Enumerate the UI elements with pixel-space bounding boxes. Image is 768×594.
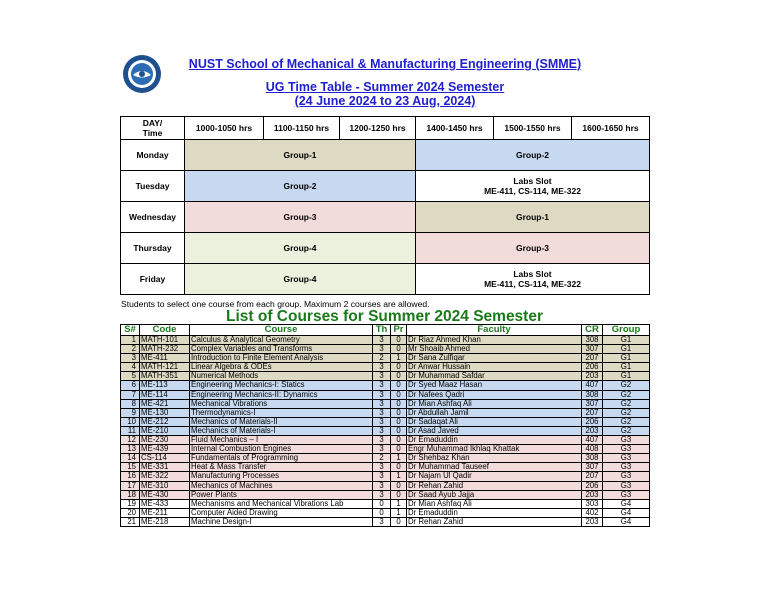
course-row: [121, 517, 650, 526]
course-cell: Fundamentals of Programming: [190, 454, 373, 463]
course-cell: 3: [373, 390, 391, 399]
course-cell: G2: [603, 408, 650, 417]
course-cell: MATH-101: [140, 336, 190, 345]
course-cell: 0: [391, 490, 407, 499]
course-cell: G2: [603, 381, 650, 390]
course-cell: Engineering Mechanics-I: Statics: [190, 381, 373, 390]
course-cell: G3: [603, 490, 650, 499]
column-header: S#: [121, 325, 140, 336]
course-cell: G3: [603, 436, 650, 445]
time-slot-header: 1400-1450 hrs: [416, 117, 494, 140]
course-cell: 1: [391, 454, 407, 463]
course-cell: MATH-351: [140, 372, 190, 381]
course-cell: 13: [121, 445, 140, 454]
course-cell: 308: [582, 454, 603, 463]
course-cell: 308: [582, 336, 603, 345]
column-header: Group: [603, 325, 650, 336]
school-title: NUST School of Mechanical & Manufacturing Engineering (SMME): [188, 57, 582, 71]
course-cell: 203: [582, 490, 603, 499]
course-row: [121, 481, 650, 490]
course-cell: 1: [391, 499, 407, 508]
course-cell: G1: [603, 363, 650, 372]
course-cell: 0: [391, 345, 407, 354]
course-row: [121, 336, 650, 345]
course-cell: CS-114: [140, 454, 190, 463]
course-cell: 307: [582, 463, 603, 472]
course-row: [121, 499, 650, 508]
course-cell: Internal Combustion Engines: [190, 445, 373, 454]
course-cell: Dr Rehan Zahid: [407, 517, 582, 526]
course-cell: ME-433: [140, 499, 190, 508]
course-cell: G3: [603, 481, 650, 490]
day-label: Monday: [121, 140, 185, 171]
course-cell: Mechanisms and Mechanical Vibrations Lab: [190, 499, 373, 508]
column-header: CR: [582, 325, 603, 336]
course-cell: Computer Aided Drawing: [190, 508, 373, 517]
course-row: [121, 454, 650, 463]
course-row: [121, 399, 650, 408]
course-cell: 4: [121, 363, 140, 372]
course-cell: 16: [121, 472, 140, 481]
course-cell: 9: [121, 408, 140, 417]
course-cell: 0: [391, 381, 407, 390]
course-cell: 7: [121, 390, 140, 399]
course-cell: 3: [373, 472, 391, 481]
course-row: [121, 381, 650, 390]
course-cell: Dr Sana Zulfiqar: [407, 354, 582, 363]
course-cell: 407: [582, 381, 603, 390]
course-cell: 206: [582, 363, 603, 372]
morning-group-cell: Group-4: [185, 264, 416, 295]
course-cell: 3: [373, 426, 391, 435]
course-cell: G2: [603, 426, 650, 435]
timetable-header-row: [121, 117, 650, 140]
course-cell: 0: [391, 336, 407, 345]
course-cell: ME-430: [140, 490, 190, 499]
course-cell: Dr Mian Ashfaq Ali: [407, 499, 582, 508]
course-row: [121, 445, 650, 454]
course-cell: 407: [582, 436, 603, 445]
course-cell: 307: [582, 399, 603, 408]
course-row: [121, 345, 650, 354]
course-cell: 207: [582, 354, 603, 363]
course-cell: 207: [582, 408, 603, 417]
morning-group-cell: Group-4: [185, 233, 416, 264]
course-cell: 207: [582, 472, 603, 481]
course-cell: 1: [121, 336, 140, 345]
time-slot-header: 1500-1550 hrs: [494, 117, 572, 140]
morning-group-cell: Group-1: [185, 140, 416, 171]
afternoon-group-cell: Group-2: [416, 140, 650, 171]
course-cell: 203: [582, 426, 603, 435]
course-cell: Dr Syed Maaz Hasan: [407, 381, 582, 390]
course-cell: 1: [391, 508, 407, 517]
course-cell: G1: [603, 345, 650, 354]
course-cell: 3: [373, 445, 391, 454]
course-cell: 20: [121, 508, 140, 517]
course-cell: 5: [121, 372, 140, 381]
time-slot-header: 1200-1250 hrs: [340, 117, 416, 140]
course-row: [121, 354, 650, 363]
course-row: [121, 363, 650, 372]
course-cell: Dr Emaduddin: [407, 508, 582, 517]
course-cell: Mechanical Vibrations: [190, 399, 373, 408]
course-cell: 15: [121, 463, 140, 472]
course-cell: 0: [391, 372, 407, 381]
course-cell: 0: [391, 463, 407, 472]
course-cell: Dr Mian Ashfaq Ali: [407, 399, 582, 408]
course-cell: 21: [121, 517, 140, 526]
course-cell: 0: [391, 399, 407, 408]
course-cell: ME-331: [140, 463, 190, 472]
course-cell: 206: [582, 481, 603, 490]
course-cell: 6: [121, 381, 140, 390]
course-cell: MATH-232: [140, 345, 190, 354]
course-cell: G3: [603, 454, 650, 463]
course-cell: 1: [391, 472, 407, 481]
course-cell: Calculus & Analytical Geometry: [190, 336, 373, 345]
course-cell: ME-439: [140, 445, 190, 454]
course-cell: Mr Shoaib Ahmed: [407, 345, 582, 354]
course-cell: 0: [391, 390, 407, 399]
course-cell: ME-310: [140, 481, 190, 490]
column-header: Course: [190, 325, 373, 336]
course-cell: MATH-121: [140, 363, 190, 372]
course-cell: ME-114: [140, 390, 190, 399]
course-cell: Dr Muhammad Safdar: [407, 372, 582, 381]
nust-logo-icon: [122, 54, 162, 94]
course-cell: 402: [582, 508, 603, 517]
course-cell: Dr Muhammad Tauseef: [407, 463, 582, 472]
course-cell: ME-212: [140, 417, 190, 426]
course-cell: G2: [603, 417, 650, 426]
course-cell: Dr Anwar Hussain: [407, 363, 582, 372]
course-cell: Power Plants: [190, 490, 373, 499]
course-cell: 0: [373, 508, 391, 517]
course-cell: 3: [373, 490, 391, 499]
course-cell: 1: [391, 354, 407, 363]
time-slot-header: 1100-1150 hrs: [264, 117, 340, 140]
day-row: [121, 171, 650, 202]
course-cell: 3: [373, 372, 391, 381]
timetable-grid: [120, 116, 650, 295]
course-cell: G3: [603, 463, 650, 472]
course-cell: G2: [603, 399, 650, 408]
course-cell: Linear Algebra & ODEs: [190, 363, 373, 372]
course-cell: 0: [373, 499, 391, 508]
course-cell: Dr Sadaqat Ali: [407, 417, 582, 426]
course-cell: 3: [373, 463, 391, 472]
course-cell: 2: [373, 354, 391, 363]
course-cell: G3: [603, 472, 650, 481]
course-row: [121, 472, 650, 481]
day-label: Thursday: [121, 233, 185, 264]
course-cell: 203: [582, 517, 603, 526]
course-cell: Dr Najam Ul Qadir: [407, 472, 582, 481]
course-cell: Dr Emaduddin: [407, 436, 582, 445]
morning-group-cell: Group-2: [185, 171, 416, 202]
course-cell: Dr Asad Javed: [407, 426, 582, 435]
course-cell: Introduction to Finite Element Analysis: [190, 354, 373, 363]
course-row: [121, 490, 650, 499]
day-row: [121, 264, 650, 295]
course-cell: Heat & Mass Transfer: [190, 463, 373, 472]
course-cell: Dr Riaz Ahmed Khan: [407, 336, 582, 345]
course-cell: 3: [373, 517, 391, 526]
course-cell: Dr Nafees Qadri: [407, 390, 582, 399]
course-row: [121, 417, 650, 426]
course-cell: Mechanics of Materials-II: [190, 417, 373, 426]
course-table-header: [121, 325, 650, 336]
course-cell: 18: [121, 490, 140, 499]
column-header: Th: [373, 325, 391, 336]
column-header: Faculty: [407, 325, 582, 336]
afternoon-group-cell: Labs Slot ME-411, CS-114, ME-322: [416, 171, 650, 202]
course-cell: 11: [121, 426, 140, 435]
course-cell: 3: [121, 354, 140, 363]
course-cell: Machine Design-I: [190, 517, 373, 526]
column-header: Code: [140, 325, 190, 336]
course-cell: ME-218: [140, 517, 190, 526]
course-cell: Numerical Methods: [190, 372, 373, 381]
course-cell: 408: [582, 445, 603, 454]
course-row: [121, 426, 650, 435]
course-row: [121, 463, 650, 472]
course-cell: G1: [603, 336, 650, 345]
day-row: [121, 140, 650, 171]
column-header: Pr: [391, 325, 407, 336]
course-cell: 2: [121, 345, 140, 354]
semester-dates: (24 June 2024 to 23 Aug, 2024): [294, 94, 476, 108]
course-cell: G2: [603, 390, 650, 399]
afternoon-group-cell: Group-3: [416, 233, 650, 264]
course-cell: 308: [582, 390, 603, 399]
course-cell: 0: [391, 517, 407, 526]
course-cell: 0: [391, 426, 407, 435]
course-cell: ME-113: [140, 381, 190, 390]
course-cell: 3: [373, 408, 391, 417]
course-cell: 3: [373, 381, 391, 390]
course-cell: 3: [373, 481, 391, 490]
course-cell: 3: [373, 345, 391, 354]
course-cell: ME-322: [140, 472, 190, 481]
course-cell: ME-211: [140, 508, 190, 517]
course-cell: 19: [121, 499, 140, 508]
course-cell: Engineering Mechanics-II: Dynamics: [190, 390, 373, 399]
time-slot-header: 1600-1650 hrs: [572, 117, 650, 140]
afternoon-group-cell: Labs Slot ME-411, CS-114, ME-322: [416, 264, 650, 295]
time-slot-header: 1000-1050 hrs: [185, 117, 264, 140]
course-cell: 0: [391, 445, 407, 454]
morning-group-cell: Group-3: [185, 202, 416, 233]
course-cell: Mechanics of Materials-I: [190, 426, 373, 435]
course-cell: Dr Shehbaz Khan: [407, 454, 582, 463]
course-row: [121, 390, 650, 399]
course-cell: 0: [391, 417, 407, 426]
course-cell: 12: [121, 436, 140, 445]
day-row: [121, 202, 650, 233]
course-list-title: List of Courses for Summer 2024 Semester: [225, 308, 543, 325]
course-cell: ME-210: [140, 426, 190, 435]
course-cell: Fluid Mechanics – I: [190, 436, 373, 445]
course-cell: ME-421: [140, 399, 190, 408]
course-row: [121, 372, 650, 381]
course-cell: Dr Saad Ayub Jajja: [407, 490, 582, 499]
course-cell: G3: [603, 445, 650, 454]
course-cell: G1: [603, 372, 650, 381]
course-cell: G1: [603, 354, 650, 363]
course-cell: G4: [603, 517, 650, 526]
course-cell: ME-130: [140, 408, 190, 417]
course-cell: ME-230: [140, 436, 190, 445]
course-row: [121, 436, 650, 445]
day-label: Friday: [121, 264, 185, 295]
day-label: Tuesday: [121, 171, 185, 202]
course-cell: Manufacturing Processes: [190, 472, 373, 481]
afternoon-group-cell: Group-1: [416, 202, 650, 233]
course-cell: 3: [373, 417, 391, 426]
course-cell: Dr Rehan Zahid: [407, 481, 582, 490]
course-cell: 0: [391, 481, 407, 490]
course-cell: Thermodynamics-I: [190, 408, 373, 417]
course-cell: 203: [582, 372, 603, 381]
timetable-title: UG Time Table - Summer 2024 Semester: [265, 80, 505, 94]
course-cell: Complex Variables and Transforms: [190, 345, 373, 354]
course-cell: 0: [391, 408, 407, 417]
course-row: [121, 408, 650, 417]
course-cell: G4: [603, 499, 650, 508]
course-cell: 3: [373, 363, 391, 372]
course-cell: G4: [603, 508, 650, 517]
course-cell: Mechanics of Machines: [190, 481, 373, 490]
course-cell: 2: [373, 454, 391, 463]
course-table: [120, 324, 650, 527]
course-cell: 0: [391, 363, 407, 372]
course-cell: Engr Muhammad Ikhlaq Khattak: [407, 445, 582, 454]
course-cell: 3: [373, 336, 391, 345]
course-cell: ME-411: [140, 354, 190, 363]
course-row: [121, 508, 650, 517]
course-cell: 10: [121, 417, 140, 426]
day-label: Wednesday: [121, 202, 185, 233]
course-cell: 0: [391, 436, 407, 445]
day-row: [121, 233, 650, 264]
course-cell: 8: [121, 399, 140, 408]
course-cell: 307: [582, 345, 603, 354]
course-cell: 303: [582, 499, 603, 508]
course-cell: 3: [373, 399, 391, 408]
course-cell: 3: [373, 436, 391, 445]
course-cell: Dr Abdullah Jamil: [407, 408, 582, 417]
course-cell: 14: [121, 454, 140, 463]
course-cell: 17: [121, 481, 140, 490]
course-cell: 206: [582, 417, 603, 426]
selection-note: Students to select one course from each group. Maximum 2 courses are allowed.: [121, 299, 430, 309]
day-time-header: DAY/ Time: [121, 117, 185, 140]
